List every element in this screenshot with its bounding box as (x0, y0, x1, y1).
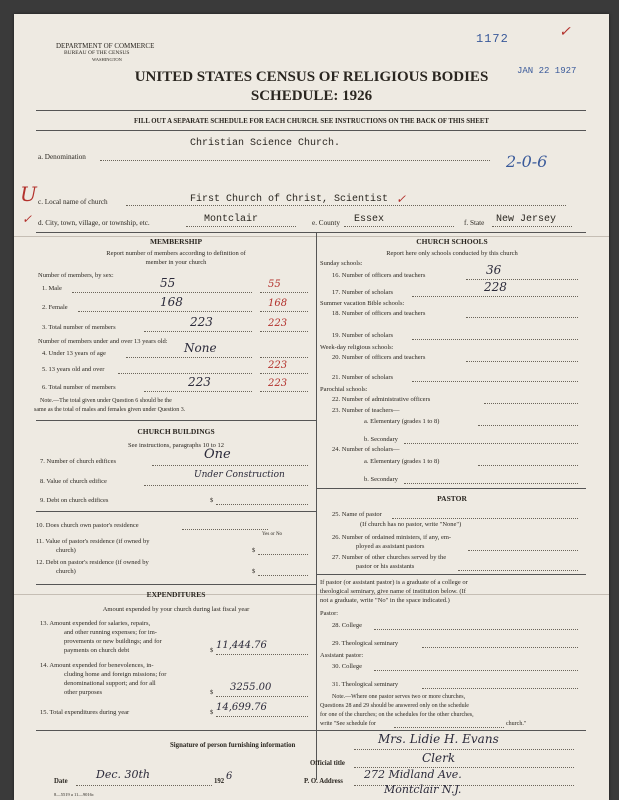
q8-value: Under Construction (194, 470, 285, 480)
fill-line (344, 226, 454, 227)
q15-value: 14,699.76 (216, 702, 267, 713)
section-rule (36, 511, 316, 512)
page-title: UNITED STATES CENSUS OF RELIGIOUS BODIES (134, 69, 489, 85)
fill-line (152, 465, 308, 466)
rule (36, 110, 586, 111)
q6-check: 223 (268, 378, 288, 389)
q2-check: 168 (268, 298, 288, 309)
fill-line (458, 570, 578, 571)
q4-label: 4. Under 13 years of age (42, 350, 106, 357)
denomination-value: Christian Science Church. (190, 138, 341, 149)
graduate-instruction: not a graduate, write "No" in the space indicated.) (320, 597, 450, 604)
fill-line (374, 629, 578, 630)
fill-line (144, 331, 252, 332)
section-rule (36, 584, 316, 585)
q12-dollar: $ (252, 568, 256, 575)
fill-line (468, 550, 578, 551)
q2-value: 168 (160, 295, 183, 309)
q23a-label: a. Elementary (grades 1 to 8) (364, 418, 440, 425)
section-rule (317, 488, 586, 489)
q13-label-2: and other running expenses; for im- (64, 629, 157, 636)
schools-heading: CHURCH SCHOOLS (416, 237, 488, 246)
check-mark: ✓ (22, 212, 33, 226)
date-value: Dec. 30th (96, 768, 150, 781)
q14-label-4: other purposes (64, 689, 103, 696)
membership-intro: member in your church (145, 259, 207, 266)
denomination-label: a. Denomination (38, 153, 86, 161)
pastor-note-end: church." (506, 721, 527, 727)
q9-label: 9. Debt on church edifices (40, 497, 109, 504)
dept-line3: WASHINGTON (92, 57, 122, 62)
fill-line (394, 727, 504, 728)
q16-value: 36 (486, 263, 502, 277)
received-stamp: JAN 22 1927 (517, 66, 577, 76)
fill-line (412, 296, 578, 297)
q6-value: 223 (188, 375, 211, 389)
q24-label: 24. Number of scholars— (332, 446, 400, 453)
q26-label: 26. Number of ordained ministers, if any, em- (332, 534, 452, 541)
fill-line (478, 465, 578, 466)
q16-label: 16. Number of officers and teachers (332, 272, 426, 279)
fill-line (374, 670, 578, 671)
q15-label: 15. Total expenditures during year (40, 709, 130, 716)
q11-label: 11. Value of pastor's residence (if owned by (36, 538, 150, 545)
fill-line (422, 688, 578, 689)
q11-dollar: $ (252, 547, 256, 554)
page-subtitle: SCHEDULE: 1926 (250, 88, 373, 104)
q27-label-2: pastor or his assistants (356, 563, 415, 570)
fill-line (260, 292, 308, 293)
fill-line (478, 425, 578, 426)
q25-note: (If church has no pastor, write "None") (360, 521, 462, 528)
q26-label-2: ployed as assistant pastors (356, 543, 425, 550)
by-sex-label: Number of members, by sex: (38, 272, 114, 279)
q14-value: 3255.00 (230, 682, 272, 693)
fill-line (144, 485, 308, 486)
yes-no-hint: Yes or No (262, 532, 283, 537)
year-prefix: 192 (214, 778, 225, 785)
q4-value: None (184, 341, 217, 355)
membership-heading: MEMBERSHIP (149, 237, 203, 246)
q30-label: 30. College (332, 663, 362, 670)
q24b-label: b. Secondary (364, 476, 398, 483)
q31-label: 31. Theological seminary (332, 681, 399, 688)
fill-line (126, 357, 252, 358)
q14-label-3: denominational support; and for all (64, 680, 156, 687)
fill-line (260, 373, 308, 374)
q9-dollar: $ (210, 497, 214, 504)
schools-intro: Report here only schools conducted by this church (386, 250, 518, 257)
date-label: Date (54, 778, 68, 785)
fill-line (354, 749, 574, 750)
q13-dollar: $ (210, 647, 214, 654)
column-divider (316, 232, 317, 780)
fill-line (72, 292, 252, 293)
q13-label: 13. Amount expended for salaries, repairs, (40, 620, 151, 627)
fill-line (100, 160, 490, 161)
q3-label: 3. Total number of members (42, 324, 116, 331)
fill-line (260, 311, 308, 312)
q14-label: 14. Amount expended for benevolences, in- (40, 662, 154, 669)
po-address-value-2: Montclair N.J. (384, 783, 462, 796)
summer-schools-label: Summer vacation Bible schools: (320, 300, 405, 307)
membership-note: Note.—The total given under Question 6 should be the (40, 398, 172, 404)
signature-label: Signature of person furnishing information (170, 742, 296, 749)
q12-label: 12. Debt on pastor's residence (if owned by (36, 559, 149, 566)
fill-line (412, 381, 578, 382)
pastor-note: Note.—Where one pastor serves two or more churches, (332, 694, 466, 700)
weekday-schools-label: Week-day religious schools: (320, 344, 394, 351)
fill-line (258, 575, 308, 576)
q5-check: 223 (268, 360, 288, 371)
q17-value: 228 (484, 280, 507, 294)
fill-line (78, 311, 252, 312)
red-mark: U (20, 182, 37, 206)
census-schedule-sheet (14, 14, 609, 800)
q14-dollar: $ (210, 689, 214, 696)
fill-line (144, 391, 252, 392)
local-name-value: First Church of Christ, Scientist (190, 194, 389, 205)
state-value: New Jersey (496, 214, 557, 225)
q3-check: 223 (268, 318, 288, 329)
q24a-label: a. Elementary (grades 1 to 8) (364, 458, 440, 465)
buildings-intro: See instructions, paragraphs 10 to 12 (127, 442, 225, 449)
q7-value: One (204, 447, 231, 462)
q1-label: 1. Male (42, 285, 62, 292)
q13-label-3: provements or new buildings; and for (64, 638, 162, 645)
fill-line (186, 226, 296, 227)
q20-label: 20. Number of officers and teachers (332, 354, 426, 361)
fill-line (258, 554, 308, 555)
dept-line1: DEPARTMENT OF COMMERCE (56, 42, 155, 50)
official-title-value: Clerk (422, 751, 456, 765)
form-footer-code: 8—5519 a 11—9016c (54, 792, 94, 797)
local-name-label: c. Local name of church (38, 198, 108, 206)
fill-line (126, 205, 566, 206)
membership-note: same as the total of males and females given under Question 3. (34, 407, 186, 413)
fill-line (466, 317, 578, 318)
q1-check: 55 (268, 279, 281, 290)
q14-label-2: cluding home and foreign missions; for (64, 671, 167, 678)
buildings-heading: CHURCH BUILDINGS (137, 427, 215, 436)
fill-line (392, 518, 578, 519)
fill-line (216, 716, 308, 717)
city-value: Montclair (204, 214, 259, 225)
check-mark: ✓ (559, 24, 571, 40)
fill-line (118, 373, 252, 374)
q2-label: 2. Female (42, 304, 68, 311)
fill-line (260, 331, 308, 332)
fill-line (260, 357, 308, 358)
sunday-schools-label: Sunday schools: (320, 260, 363, 267)
check-mark: ✓ (396, 192, 407, 206)
po-address-label: P. O. Address (304, 778, 343, 785)
fill-line (76, 785, 212, 786)
graduate-instruction: If pastor (or assistant pastor) is a graduate of a college or (320, 579, 468, 586)
q10-label: 10. Does church own pastor's residence (36, 522, 139, 529)
state-label: f. State (464, 219, 485, 227)
q8-label: 8. Value of church edifice (40, 478, 107, 485)
fill-line (484, 403, 578, 404)
q17-label: 17. Number of scholars (332, 289, 394, 296)
section-rule (36, 420, 316, 421)
pastor-note: write "See schedule for (320, 721, 376, 727)
q28-label: 28. College (332, 622, 362, 629)
q11-label-2: church) (56, 547, 76, 554)
fill-line (182, 529, 268, 530)
q15-dollar: $ (210, 709, 214, 716)
signature-value: Mrs. Lidie H. Evans (378, 732, 499, 746)
q22-label: 22. Number of administrative officers (332, 396, 431, 403)
q1-value: 55 (160, 276, 176, 290)
instructions: FILL OUT A SEPARATE SCHEDULE FOR EACH CHURCH. SEE INSTRUCTIONS ON THE BACK OF THIS SHEET (134, 118, 489, 125)
fill-line (412, 339, 578, 340)
expenditures-heading: EXPENDITURES (146, 590, 206, 599)
parochial-schools-label: Parochial schools: (320, 386, 368, 393)
q27-label: 27. Number of other churches served by the (332, 554, 447, 561)
section-rule (317, 574, 586, 575)
q18-label: 18. Number of officers and teachers (332, 310, 426, 317)
q21-label: 21. Number of scholars (332, 374, 394, 381)
q13-label-4: payments on church debt (64, 647, 130, 654)
asst-pastor-subheading: Assistant pastor: (320, 652, 364, 659)
fill-line (492, 226, 572, 227)
pastor-subheading: Pastor: (320, 610, 339, 617)
graduate-instruction: theological seminary, give name of institution below. (If (320, 588, 466, 595)
fill-line (404, 483, 578, 484)
q29-label: 29. Theological seminary (332, 640, 399, 647)
q19-label: 19. Number of scholars (332, 332, 394, 339)
city-label: d. City, town, village, or township, etc. (38, 219, 150, 227)
fill-line (422, 647, 578, 648)
fill-line (216, 696, 308, 697)
fill-line (466, 279, 578, 280)
expenditures-intro: Amount expended by your church during last fiscal year (102, 606, 250, 613)
county-value: Essex (354, 214, 385, 225)
q3-value: 223 (190, 315, 213, 329)
section-rule (36, 232, 586, 233)
section-rule (36, 730, 586, 731)
dept-line2: BUREAU OF THE CENSUS (64, 50, 130, 56)
fill-line (216, 504, 308, 505)
coded-value: 2-0-6 (506, 152, 548, 171)
q12-label-2: church) (56, 568, 76, 575)
pastor-heading: PASTOR (437, 494, 467, 503)
official-title-label: Official title (310, 760, 345, 767)
fill-line (466, 361, 578, 362)
q6-label: 6. Total number of members (42, 384, 116, 391)
q25-label: 25. Name of pastor (332, 511, 382, 518)
po-address-value: 272 Midland Ave. (364, 768, 462, 781)
fill-line (260, 391, 308, 392)
county-label: e. County (312, 219, 340, 227)
rule (36, 130, 586, 131)
pastor-note: for one of the churches; on the schedules for the other churches, (320, 712, 474, 718)
pastor-note: Questions 28 and 29 should be answered only on the schedule (320, 703, 469, 709)
fill-line (216, 654, 308, 655)
fill-line (404, 443, 578, 444)
form-number: 1172 (476, 32, 509, 46)
age-intro: Number of members under and over 13 years old: (38, 338, 168, 345)
q23-label: 23. Number of teachers— (332, 407, 400, 414)
q23b-label: b. Secondary (364, 436, 398, 443)
q13-value: 11,444.76 (216, 640, 267, 651)
q7-label: 7. Number of church edifices (40, 458, 116, 465)
q5-label: 5. 13 years old and over (42, 366, 105, 373)
membership-intro: Report number of members according to definition of (106, 250, 246, 257)
year-digit: 6 (226, 771, 233, 782)
